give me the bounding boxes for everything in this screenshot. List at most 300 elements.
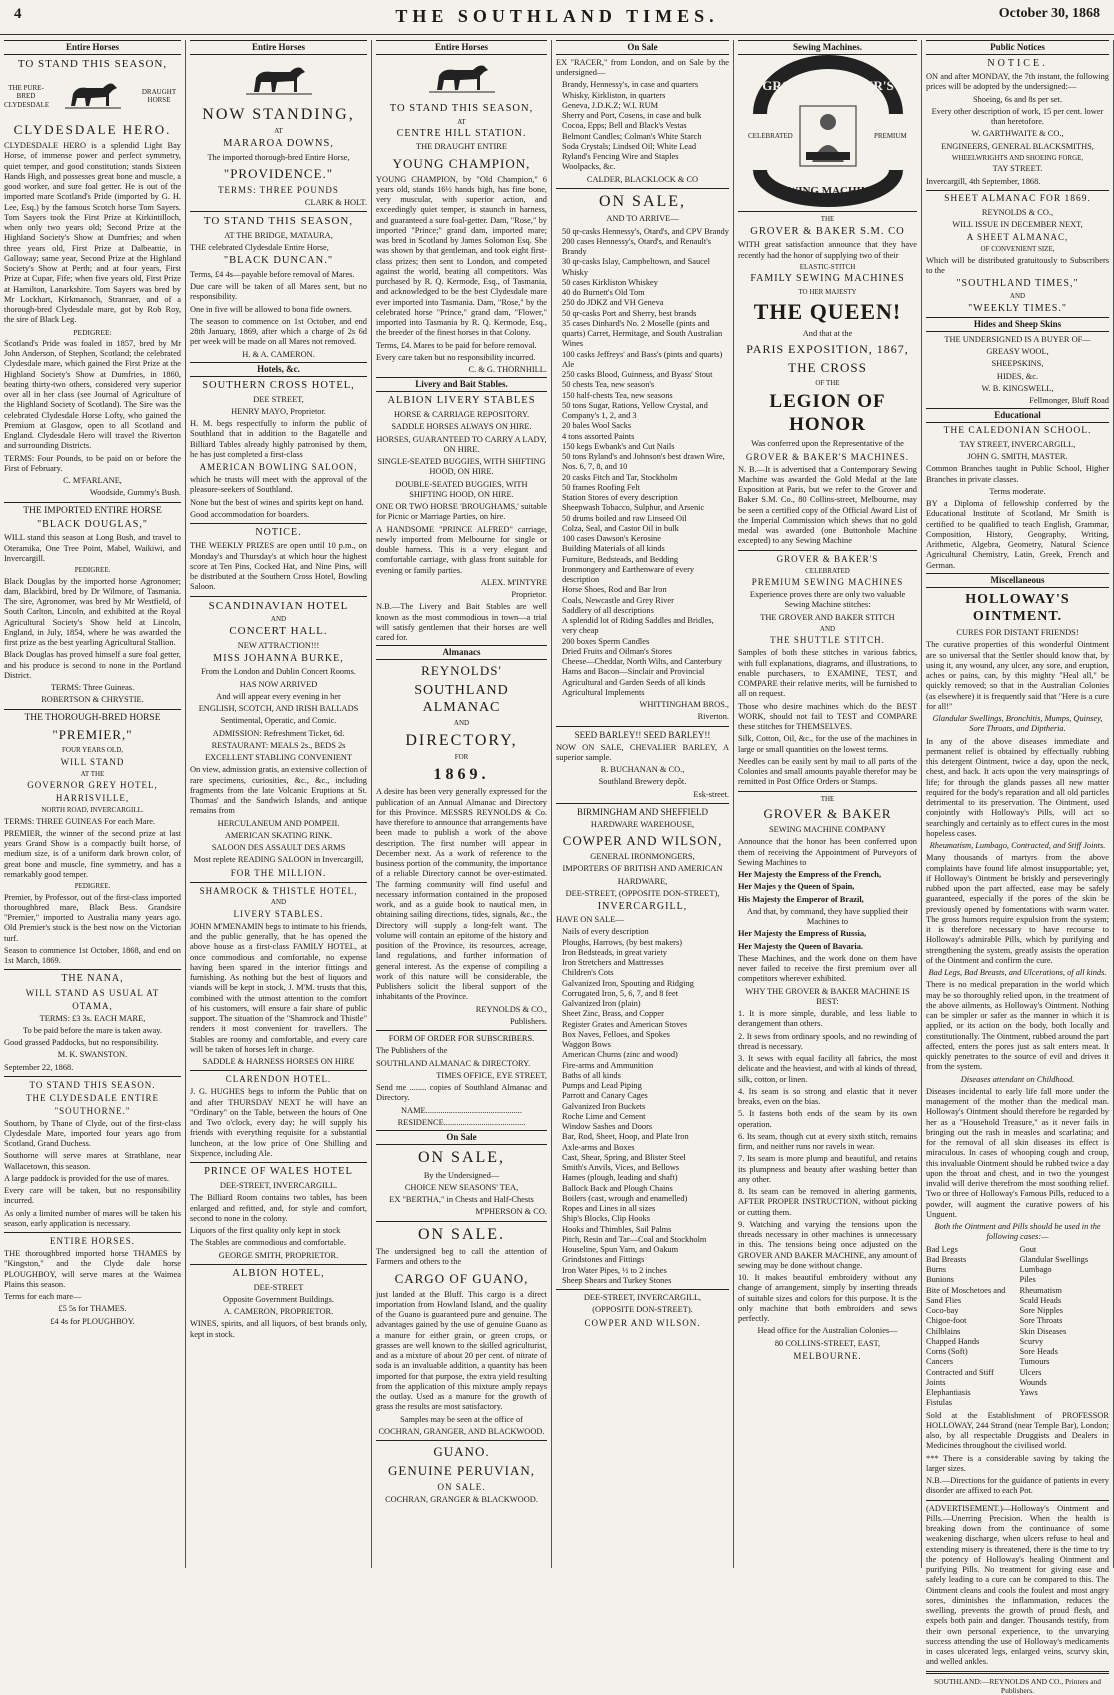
list-item: Furniture, Bedsteads, and Bedding — [562, 554, 679, 564]
ailment-item: Chilblains — [926, 1326, 961, 1336]
ailment-item: Wounds — [1019, 1377, 1047, 1387]
advertiser: COWPER AND WILSON, — [562, 833, 723, 849]
divider — [926, 190, 1109, 191]
ad-heading: HOLLOWAY'S OINTMENT. — [965, 591, 1070, 624]
ad-heading: NOW STANDING, — [202, 105, 355, 123]
column-1 — [0, 40, 186, 1568]
royal-patron: His Majesty the Emperor of Brazil, — [738, 894, 864, 904]
notice-date: Invercargill, 4th September, 1868. — [926, 176, 1041, 186]
ad-body: *** There is a considerable saving by taking the larger sizes. — [926, 1453, 1109, 1473]
list-item: 100 cases Dawson's Kerosine — [562, 534, 661, 544]
list-item: Ship's Blocks, Clip Hooks — [562, 1214, 651, 1224]
ailment-item: Skin Diseases — [1019, 1326, 1067, 1336]
divider — [556, 188, 729, 189]
form-line: RESIDENCE....................................... — [397, 1117, 526, 1127]
notice-body: OF CONVENIENT SIZE, — [980, 244, 1055, 253]
ad-body: A large paddock is provided for the use of mares. — [4, 1173, 169, 1183]
list-item: Pitch, Resin and Tar—Coal and Stockholm — [562, 1234, 707, 1244]
list-item: 1. It is more simple, durable, and less liable to derangement than others. — [738, 1009, 917, 1029]
ad-body: Opposite Government Buildings. — [223, 1294, 334, 1304]
divider — [190, 1162, 367, 1163]
newspaper-name: "WEEKLY TIMES." — [968, 302, 1067, 314]
ad-subheading: HARDWARE, — [617, 876, 668, 886]
ad-body: SALOON DES ASSAULT DES ARMS — [211, 843, 346, 853]
ad-heading: GROVER & BAKER'S — [776, 553, 879, 564]
horse-illustration — [244, 58, 314, 102]
list-item: 50 drums boiled and raw Linseed Oil — [562, 513, 687, 523]
list-item: Cast, Shear, Spring, and Blister Steel — [562, 1152, 686, 1162]
divider — [4, 502, 181, 503]
divider — [738, 211, 917, 212]
ad-heading: PRINCE OF WALES HOTEL — [204, 1166, 353, 1178]
ailment-item: Sore Throats — [1019, 1316, 1063, 1326]
list-item: Sherry and Port, Cosens, in case and bulk — [562, 111, 702, 121]
horse-name: YOUNG CHAMPION, — [392, 155, 531, 171]
ad-body: The imported thorough-bred Entire Horse, — [207, 152, 350, 162]
almanac-title: SOUTHLAND ALMANAC — [414, 683, 509, 716]
list-item: HIDES, &c. — [996, 371, 1039, 381]
list-item: Sheet Zinc, Brass, and Copper — [562, 1009, 664, 1019]
ad-body: RESTAURANT: MEALS 2s., BEDS 2s — [211, 740, 346, 750]
list-item: Galvanized Iron (plain) — [562, 999, 641, 1009]
horse-illustration — [63, 76, 123, 116]
ad-body: HAVE ON SALE— — [556, 915, 624, 925]
ailment-item: Tumours — [1019, 1357, 1050, 1367]
address: 80 COLLINS-STREET, EAST, — [774, 1338, 881, 1348]
ad-body: HERCULANEUM AND POMPEII. — [217, 818, 340, 828]
list-item: 150 kegs Ewbank's and Cut Nails — [562, 441, 675, 451]
list-item: Station Stores of every description — [562, 493, 678, 503]
ad-subheading: GROVER & BAKER'S MACHINES. — [745, 451, 910, 462]
column-6 — [922, 40, 1114, 1695]
page-number: 4 — [14, 6, 22, 22]
divider — [4, 1076, 181, 1077]
list-item: 200 cases Hennessy's, Otard's, and Renault's Brandy — [562, 236, 711, 257]
ad-terms: To be paid before the mare is taken away. — [22, 1025, 163, 1035]
list-item: 7. Its seam is more plump and beautiful, and retains its plumpness and beauty after washing better than any other. — [738, 1154, 917, 1184]
ad-heading: THE IMPORTED ENTIRE HORSE — [23, 505, 162, 516]
list-item: Agricultural Implements — [562, 687, 645, 697]
ad-body: JOHN M'MENAMIN begs to intimate to his friends, and the public generally, that he has opened the above house as a first-class FAMILY HOTEL, at once commodious and comfortable, no expense having been spared in the interior fittings and furnishing. As nothing but the best of liquors and viands will be kept in stock, J. M'M. trusts that this, combined with the utmost attention to the comfort of his customers, will ensure a fair share of public support. The situation of the "Shamrock and Thistle" renders it most convenient for travellers. The Stables are roomy and comfortable, and every care will be taken of horses left in charge. — [190, 921, 367, 1054]
list-item: 250 do JDKZ and VH Geneva — [562, 298, 664, 308]
ad-terms: TERMS: Four Pounds, to be paid on or before the First of February. — [4, 453, 181, 473]
divider — [4, 709, 181, 710]
list-item: Soda Crystals; Lindsed Oil; White Lead — [562, 141, 697, 151]
ad-body: Black Douglas by the imported horse Agronomer; dam, Blackbird, bred by Dr Wilmore, of Tasmania. The sire, Agronomer, was bred by Mr Westfield, of South Carlton, Lincoln, and exhibited at the Royal Agricultural Society's Show held at Lincoln, England, in July, 1854, where he was awarded the first prize as the best yearling Agricultural Stallion. — [4, 576, 181, 648]
ad-body: Sold at the Establishment of PROFESSOR HOLLOWAY, 244 Strand (near Temple Bar), London; also, by all respectable Druggists and Dealers in Medicines throughout the civilised world. — [926, 1410, 1109, 1451]
ad-heading: REYNOLDS' — [421, 663, 502, 679]
ailment-item: Bad Legs — [926, 1244, 958, 1254]
list-item: Hames (plough, leading and shaft) — [562, 1173, 678, 1183]
list-item: Parrott and Canary Cages — [562, 1091, 648, 1101]
advertiser: CLARK & HOLT. — [304, 197, 367, 207]
divider — [738, 550, 917, 551]
ad-body: Good accommodation for boarders. — [190, 509, 310, 519]
ad-body: Many thousands of martyrs from the above complaints have found life almost insupportable; yet, if Holloway's Ointment be briskly and perseveringly rubbed upon the part affected, ease may be safely guaranteed, especially if the pores of the skin be previously opened by fomentations with warm water. The gross humors require expulsion from the system; it is therefore necessary to have recourse to Holloway's admirable Pills, which by purifying and strengthening the system, greatly assists the operation of the Ointment and confirm the cure. — [926, 853, 1109, 965]
ad-body: WINES, spirits, and all liquors, of best brands only, kept in stock. — [190, 1319, 367, 1339]
ad-heading: TO STAND THIS SEASON. — [29, 1079, 156, 1090]
ad-body: Southorn, by Thane of Clyde, out of the first-class Clydesdale Mare, imported four years ago from Scotland, Grand Duchess. — [4, 1118, 181, 1149]
advertiser: H. & A. CAMERON. — [242, 349, 315, 359]
horse-name: "PREMIER," — [52, 727, 133, 743]
ad-heading: PREMIUM SEWING MACHINES — [751, 577, 904, 588]
logo-bottom-text: SEWING MACHINES — [773, 184, 882, 197]
ad-subheading: FOUR YEARS OLD, — [62, 746, 123, 755]
divider — [926, 1671, 1109, 1674]
horse-name: CLYDESDALE HERO. — [13, 122, 172, 138]
form-line: The Publishers of the — [376, 1046, 448, 1056]
advertiser-title: WHEELWRIGHTS AND SHOEING FORGE, — [951, 153, 1084, 162]
list-item: Building Materials of all kinds — [562, 544, 665, 554]
ad-body: And that at the — [802, 328, 853, 338]
notice-body: AND — [1009, 292, 1026, 301]
ad-body: WILL stand this season at Long Bush, and travel to Oteramika, One Tree Point, Mabel, Waikiwi, and Invercargill. — [4, 533, 181, 563]
list-item: 50 frames Roofing Felt — [562, 482, 640, 492]
notice-heading: NOTICE. — [255, 527, 302, 539]
ad-body: THE celebrated Clydesdale Entire Horse, — [190, 242, 329, 252]
ad-subheading: AT — [457, 117, 466, 126]
address: DEE-STREET, INVERCARGILL. — [219, 1181, 338, 1190]
ad-heading: ON SALE. — [417, 1225, 506, 1243]
ad-subheading: AT THE — [80, 769, 105, 778]
list-item: Dried Fruits and Oilman's Stores — [562, 646, 672, 656]
subheading: PEDIGREE. — [74, 882, 111, 891]
horse-name: "SOUTHORNE." — [54, 1105, 131, 1116]
advertiser: C. & G. THORNHILL. — [468, 365, 547, 375]
ailment-item: Sand Flies — [926, 1295, 962, 1305]
list-item: Hams and Bacon—Sinclair and Provincial — [562, 667, 705, 677]
list-item: 2. It sews from ordinary spools, and no rewinding of thread is necessary. — [738, 1031, 917, 1051]
ad-body: AMERICAN SKATING RINK. — [224, 830, 333, 840]
list-item: 6. Its seam, though cut at every sixth stitch, remains firm, and neither runs nor ravels in wear. — [738, 1131, 917, 1152]
ad-subheading: HARDWARE WAREHOUSE, — [590, 819, 695, 829]
advertiser-title: Publishers. — [510, 1016, 547, 1026]
advertiser: A. CAMERON, PROPRIETOR. — [223, 1307, 334, 1317]
ad-date: September 22, 1868. — [4, 1062, 74, 1072]
ad-body: EXCELLENT STABLING CONVENIENT — [204, 753, 353, 763]
ailment-item: Bunions — [926, 1275, 954, 1285]
section-heading: Hides and Sheep Skins — [926, 317, 1109, 332]
logo-left-text: CELEBRATED — [747, 131, 793, 140]
advertiser-title: Fellmonger, Bluff Road — [1029, 396, 1109, 406]
town-name: INVERCARGILL, — [597, 901, 688, 913]
advertiser: ROBERTSON & CHRYSTIE. — [41, 695, 144, 705]
ailment-item: Rheumatism — [1019, 1285, 1062, 1295]
list-item: 4. Its seam is so strong and elastic that it never breaks, even on the bias. — [738, 1086, 917, 1107]
ad-heading: LIVERY STABLES. — [233, 909, 324, 920]
list-item: Ironmongery and Earthenware of every description — [562, 564, 695, 585]
ad-body: Needles can be easily sent by mail to all parts of the Colonies and small amounts payable therefor may be remitted in Post Office Orders or Stamps. — [738, 756, 917, 787]
list-item: Geneva, J.D.K.Z; W.I. RUM — [562, 100, 659, 110]
ad-body: Samples may be seen at the office of — [400, 1414, 523, 1424]
ad-body: Premier, by Professor, out of the first-class imported thoroughbred mare, Black Bess. Grandsire "Premier," imported to Australia many years ago. Old Premier's stock is the best now on the Victorian turf. — [4, 892, 181, 943]
ailment-item: Bad Breasts — [926, 1254, 967, 1264]
ad-body: Scotland's Pride was foaled in 1857, bred by Mr John Anderson, of Stephen, Scotland; the celebrated Clydesdale mare, which gained the First Prize at the Highland Society's Show at Dumfries, in 1860, beating thirty-two others, considered very superior over all in her class (see Journal of Agriculture of the Highland Society of Scotland). The Sire was the celebrated Clydesdale Horse Lofty, who gained the Premium at Glasgow, open to all Scotland and England. Clydesdale Hero will travel the Riverton and surrounding Districts. — [4, 338, 181, 451]
place-name: MARAROA DOWNS, — [223, 138, 334, 150]
ad-body: Those who desire machines which do the BEST WORK, should not fail to TEST and COMPARE these stitches for THEMSELVES. — [738, 701, 917, 732]
ailment-item: Scald Heads — [1019, 1295, 1062, 1305]
notice-body: Shoeing, 6s and 8s per set. — [972, 94, 1063, 104]
ad-body: The season to commence on 1st October, and end 28th January, 1869, after which a charge of 2s 6d per week will be made on all Mares not removed. — [190, 316, 367, 347]
divider — [926, 1500, 1109, 1501]
ad-body: WILL STAND AS USUAL AT — [25, 987, 160, 998]
ad-body: These Machines, and the work done on them have never failed to receive the first premium over all competitors wherever exhibited. — [738, 953, 917, 984]
ad-body: J. G. HUGHES begs to inform the Public that on and after THURSDAY NEXT he will have an "Ordinary" on the Table, between the hours of One and Two o'clock, every day; he will supply his friends with everything requisite for a substantial luncheon, at the low price of One Shilling and Sixpence, including Ale. — [190, 1087, 367, 1158]
ad-body: Most replete READING SALOON in Invercargill, — [193, 855, 364, 865]
list-item: Grindstones and Fittings — [562, 1255, 645, 1265]
ad-body: Season to commence 1st October, 1868, and end on 1st March, 1869. — [4, 945, 181, 966]
goods-list — [926, 347, 1109, 382]
company-name: GROVER & BAKER — [763, 806, 892, 822]
ad-body: And will appear every evening in her — [216, 691, 341, 701]
notice-body: Which will be distributed gratuitously to Subscribers to the — [926, 255, 1109, 275]
ad-subheading: THE DRAUGHT ENTIRE — [415, 142, 508, 152]
ad-terms: Terms for each mare— — [4, 1292, 82, 1302]
list-item: Iron Bedsteads, in great variety — [562, 947, 667, 957]
ad-body: NOW ON SALE, CHEVALIER BARLEY, A superior sample. — [556, 742, 729, 762]
list-item: Horse Shoes, Rod and Bar Iron — [562, 585, 667, 595]
list-item: Colza, Seal, and Castor Oil in bulk — [562, 523, 679, 533]
address: DEE STREET, — [253, 394, 304, 404]
ad-subheading: Bad Legs, Bad Breasts, and Ulcerations, of all kinds. — [928, 968, 1107, 978]
list-item: Brandy, Hennessy's, in case and quarters — [562, 80, 699, 90]
ailment-item: Glandular Swellings — [1019, 1254, 1089, 1264]
address: DEE-STREET, INVERCARGILL, — [583, 1293, 702, 1303]
advertiser: R. BUCHANAN & CO., — [600, 765, 685, 775]
ad-body: A HANDSOME "PRINCE ALFRED" carriage, newly imported from Melbourne for single or double harness. This is a very elegant and comfortable carriage, with glass front suitable for evening or family parties. — [376, 524, 547, 575]
divider — [190, 211, 367, 212]
advertiser: COCHRAN, GRANGER & BLACKWOOD. — [385, 1494, 538, 1504]
divider — [376, 1030, 547, 1031]
list-item: 20 casks Fitch and Tar, Stockholm — [562, 472, 678, 482]
column-2 — [186, 40, 372, 1568]
ad-terms: £5 5s for THAMES. — [58, 1304, 127, 1314]
advertiser: COWPER AND WILSON. — [584, 1317, 701, 1328]
advertiser-location: Riverton. — [697, 712, 729, 722]
ailment-item: Chapped Hands — [926, 1336, 980, 1346]
ad-subheading: CELEBRATED — [805, 566, 850, 575]
list-item: 50 qr-casks Port and Sherry, best brands — [562, 308, 697, 318]
form-line: Send me ........ copies of Southland Almanac and Directory. — [376, 1083, 547, 1103]
notice-body: Common Branches taught in Public School, Higher Branches in private classes. — [926, 464, 1109, 484]
advertiser: JOHN G. SMITH, MASTER. — [967, 452, 1068, 462]
ailment-item: Joints — [926, 1377, 946, 1387]
divider — [376, 1440, 547, 1441]
advertiser: ALEX. M'INTYRE — [480, 577, 547, 587]
advertiser-location: Esk-street. — [693, 789, 729, 799]
ad-heading: BIRMINGHAM AND SHEFFIELD — [576, 806, 708, 817]
exposition-heading: PARIS EXPOSITION, 1867, — [746, 342, 909, 357]
ad-body: Silk, Cotton, Oil, &c., for the use of the machines in large or small quantities on the lowest terms. — [738, 734, 917, 754]
advertiser-title: ENGINEERS, GENERAL BLACKSMITHS, — [941, 141, 1094, 151]
place-name: CENTRE HILL STATION. — [396, 128, 527, 140]
ad-subheading: FAMILY SEWING MACHINES — [750, 273, 905, 285]
ad-body: Every care will be taken, but no responsibility incurred. — [4, 1186, 181, 1206]
list-item: Smith's Anvils, Vices, and Bellows — [562, 1163, 680, 1173]
subheading: PEDIGREE. — [74, 566, 111, 575]
ad-subheading: IMPORTERS OF BRITISH AND AMERICAN — [562, 864, 723, 874]
notice-body: ON and after MONDAY, the 7th instant, the following prices will be adopted by the undersigned:— — [926, 72, 1109, 92]
city-name: MELBOURNE. — [793, 1350, 862, 1361]
divider — [190, 1264, 367, 1265]
ad-body: The curative properties of this wonderful Ointment are so universal that the Settler should know that, by using it, any wound, any ulcer, any sore, and eruption, aches or pains, can, by this mighty "Heal all," be quickly removed; so that in the Australian Colonies (as elsewhere) it is frequently said that "Here is a cure for all!" — [926, 640, 1109, 711]
ad-body: ON SALE. — [437, 1481, 486, 1492]
ad-terms: Terms, £4 4s—payable before removal of Mares. — [190, 269, 355, 279]
horse-banner — [4, 73, 181, 119]
divider — [4, 1232, 181, 1233]
divider — [556, 726, 729, 727]
ad-heading: ON SALE, — [417, 1149, 506, 1167]
divider — [190, 1070, 367, 1071]
ad-subheading: FOR — [454, 753, 469, 762]
ad-body: From the London and Dublin Concert Rooms. — [201, 667, 356, 677]
caption: DRAUGHT HORSE — [141, 87, 177, 105]
ad-body: By the Undersigned— — [423, 1170, 500, 1180]
ad-subheading: CURES FOR DISTANT FRIENDS! — [956, 628, 1079, 638]
ad-heading: THE NANA, — [61, 973, 124, 985]
ad-subheading: AND — [819, 624, 836, 633]
ad-subheading: GENUINE PERUVIAN, — [388, 1462, 535, 1478]
ailment-item: Chigoe-foot — [926, 1316, 967, 1326]
list-item: Sheep Shears and Turkey Stones — [562, 1275, 672, 1285]
list-item: 250 casks Blood, Guinness, and Byass' Stout — [562, 370, 713, 380]
list-item: 5. It fastens both ends of the seam by its own operation. — [738, 1109, 917, 1129]
town-name: HARRISVILLE, — [55, 793, 130, 804]
advertiser: COCHRAN, GRANGER, AND BLACKWOOD. — [378, 1426, 545, 1436]
masthead — [0, 0, 1114, 35]
ailment-item: Ulcers — [1019, 1367, 1042, 1377]
section-heading: Almanacs — [376, 645, 547, 660]
horse-name: "BLACK DOUGLAS," — [37, 519, 148, 531]
ailment-item: Sore Nipples — [1019, 1306, 1063, 1316]
section-heading: Sewing Machines. — [738, 40, 917, 55]
cross-heading: THE CROSS — [788, 359, 867, 375]
royal-patron: Her Majesty the Empress of the French, — [738, 870, 882, 880]
notice-body: A SHEET ALMANAC, — [966, 232, 1069, 243]
list-item: Pumps and Lead Piping — [562, 1081, 642, 1091]
ad-body: Samples of both these stitches in various fabrics, with full explanations, diagrams, and illustrations, to enable purchasers, to EXAMINE, TEST, and COMPARE their relative merits, will be furnished to all on request. — [738, 648, 917, 699]
form-line: NAME.............................................. — [401, 1105, 522, 1115]
address: (OPPOSITE DON-STREET). — [592, 1305, 693, 1315]
list-item: Sheepwash Tobacco, Sulphur, and Arsenic — [562, 503, 705, 513]
list-item: Cocoa, Epps; Bell and Black's Vestas — [562, 121, 687, 131]
ad-terms: TERMS: THREE POUNDS — [218, 184, 339, 195]
list-item: 50 cases Kirkliston Whiskey — [562, 277, 658, 287]
address: TAY STREET, INVERCARGILL, — [959, 439, 1076, 449]
column-5 — [734, 40, 922, 1568]
ad-heading: CLARENDON HOTEL. — [225, 1074, 332, 1085]
list-item: Window Sashes and Doors — [562, 1122, 653, 1132]
ailment-item: Fistulas — [926, 1398, 953, 1408]
ad-subheading: AMERICAN BOWLING SALOON, — [199, 462, 358, 473]
notice-body: BY a Diploma of fellowship conferred by the Educational Institute of Scotland, Mr Smith is certified to be qualified to teach English, Grammar, Composition, History, Geography, Writing, Arithmetic, Algebra, Geometry, Natural Science Agricultural Chemistry, Latin, Greek, French and German. — [926, 499, 1109, 570]
ailment-item: Yaws — [1019, 1388, 1038, 1398]
ad-subheading: AT THE BRIDGE, MATAURA, — [224, 230, 333, 240]
caption: THE PURE-BRED CLYDESDALE — [4, 83, 50, 109]
advertiser: GEORGE SMITH, PROPRIETOR. — [218, 1250, 339, 1260]
ailment-item: Elephantiasis — [926, 1388, 971, 1398]
ad-body: H. M. begs respectfully to inform the public of Southland that in addition to the Bagatelle and Billiard Tables already highly patronised by them, he has just completed a first-class — [190, 419, 367, 459]
divider — [738, 791, 917, 792]
ad-body: ONE OR TWO HORSE 'BROUGHAMS,' suitable for Picnic or Marriage Parties, on hire. — [376, 502, 547, 522]
ad-subheading: AND TO ARRIVE— — [606, 214, 679, 224]
newspaper-name: "SOUTHLAND TIMES," — [956, 278, 1079, 290]
notice-body: Every other description of work, 15 per cent. lower than heretofore. — [931, 106, 1104, 127]
section-heading: Entire Horses — [376, 40, 547, 55]
section-heading: Educational — [926, 408, 1109, 423]
list-item: Iron Water Pipes, ½ to 2 inches — [562, 1265, 667, 1275]
ad-body: Good grassed Paddocks, but no responsibility. — [4, 1038, 159, 1048]
section-heading: On Sale — [376, 1130, 547, 1145]
advertiser: C. M'FARLANE, — [63, 476, 122, 486]
goods-list — [556, 80, 729, 172]
ad-subheading: THE — [820, 214, 835, 223]
list-item: Boilers (cast, wrough and enamelled) — [562, 1193, 688, 1203]
list-item: 100 casks Jeffreys' and Bass's (pints and quarts) Ale — [562, 349, 723, 369]
list-item: Galvanized Iron Buckets — [562, 1101, 646, 1111]
ad-body: CLYDESDALE HERO is a splendid Light Bay Horse, of immense power and perfect symmetry, quiet temper, and good constitution; stands Sixteen Hands High, and possesses great bone and muscle, a good worker, and sure foal getter. He is out of the imported mare Scotland's Pride (imported by G. H. Lee, Esq.) by the famous Scotch horse Tom Sayers. Tom Sayers took the First Prize at Kirkintilloch, when only two years old; Second Prize at the Highland Society's Show at Dumfries; and when three years old, First Prize at Dalbeattie, in Galloway; same year, Second Prize at the Highland Society's Show at Perth; and at four years, First Prize at Cupar, Fife; when five years old, First Prize at Hamilton, Lanarkshire. Tom Sayers was bred by Mr Lockhart, Kirkmanoch, Stranraer, and of a thorough-bred Clydesdale mare, got by Rob Roy, the sire of Black Leg. — [4, 141, 181, 325]
divider — [190, 596, 367, 597]
ad-heading: GUANO. — [433, 1444, 490, 1460]
ad-body: In any of the above diseases immediate and permanent relief is obtained by effectually rubbing this detergent Ointment, twice a day, upon the neck, chest, and back. It acts upon the very mainsprings of life; for through the glands passes all new matter required for the body's reparation and all old particles detrimental to its preservation. The Ointment, used conjointly with Holloway's Pills, will act so searchingly and certainly as to effect cures in the most hopeless cases. — [926, 736, 1109, 838]
list-item: Cheese—Cheddar, North Wilts, and Canterbury — [562, 657, 723, 667]
logo-right-text: PREMIUM — [873, 131, 907, 140]
list-item: 8. Its seam can be removed in altering garments, AFTER PROPER INSTRUCTION, without picking or cutting them. — [738, 1187, 917, 1217]
ad-body: ENGLISH, SCOTCH, AND IRISH BALLADS — [198, 704, 359, 714]
horse-name: "BLACK DUNCAN." — [223, 255, 334, 267]
column-4 — [552, 40, 734, 1568]
ad-heading: THE THOROUGH-BRED HORSE — [24, 712, 161, 723]
ad-heading: CONCERT HALL. — [229, 625, 328, 638]
ad-body: On view, admission gratis, an extensive collection of rare specimens, curiosities, &c., &c., including fragments from the late Volcanic Eruptions at St. Thomas' and the Sandwich Islands, and antique remains from — [190, 765, 367, 816]
ad-body: CHOICE NEW SEASONS' TEA, — [404, 1182, 519, 1192]
divider — [190, 523, 367, 524]
list-item: Roche Lime and Cement — [562, 1111, 646, 1121]
list-item: Hooks and Thimbles, Sail Palms — [562, 1224, 672, 1234]
list-item: Waggon Bows — [562, 1040, 611, 1050]
ad-body: Experience proves there are only two valuable Sewing Machine stitches: — [749, 590, 906, 610]
notice-heading: THE UNDERSIGNED IS A BUYER OF— — [944, 334, 1091, 344]
advertiser-location: Southland Brewery depôt. — [598, 777, 687, 787]
ad-subheading: AT — [274, 127, 283, 136]
list-item: Register Grates and American Stoves — [562, 1019, 688, 1029]
ad-body: WITH great satisfaction announce that they have recently had the honor of supplying two of their — [738, 240, 917, 260]
list-item: Children's Cots — [562, 968, 614, 978]
ailments-table — [926, 1245, 1109, 1409]
ad-subheading: THE — [820, 794, 835, 803]
issue-date: October 30, 1868 — [998, 6, 1100, 21]
list-item: 30 qr-casks Islay, Campbeltown, and Saucel Whisky — [562, 257, 710, 277]
list-item: 40 do Burnett's Old Tom — [562, 288, 645, 298]
hotel-name: GOVERNOR GREY HOTEL, — [27, 780, 158, 791]
ad-body: None but the best of wines and spirits kept on hand. — [190, 497, 364, 507]
divider — [190, 882, 367, 883]
ad-subheading: WHY THE GROVER & BAKER MACHINE IS BEST: — [745, 986, 910, 1006]
ad-subheading: HORSE & CARRIAGE REPOSITORY. — [393, 410, 530, 420]
ad-body: SINGLE-SEATED BUGGIES, WITH SHIFTING HOOD, ON HIRE. — [377, 457, 546, 477]
list-item: 50 tons Sugar, Rations, Yellow Crystal, and Company's 1, 2, and 3 — [562, 400, 708, 421]
ailment-item: Burns — [926, 1265, 947, 1275]
ad-subheading: TO HER MAJESTY — [798, 287, 857, 296]
ad-subheading: SEWING MACHINE COMPANY — [769, 825, 886, 835]
ad-terms: Terms, £4. Mares to be paid for before removal. — [376, 340, 537, 350]
advertiser-location: Woodside, Gummy's Bush. — [89, 488, 181, 498]
list-item: 9. Watching and varying the tensions upon the threads necessary in other machines is unnecessary in this. The tensions being once adjusted on the GROVER AND BAKER MACHINE, any amount of sewing may be done without change. — [738, 1219, 917, 1270]
ad-subheading: ELASTIC-STITCH — [799, 262, 856, 271]
advertiser: M. K. SWANSTON. — [57, 1050, 128, 1060]
notice-body: WILL ISSUE IN DECEMBER NEXT, — [952, 219, 1083, 229]
ad-heading: SCANDINAVIAN HOTEL — [208, 599, 349, 612]
